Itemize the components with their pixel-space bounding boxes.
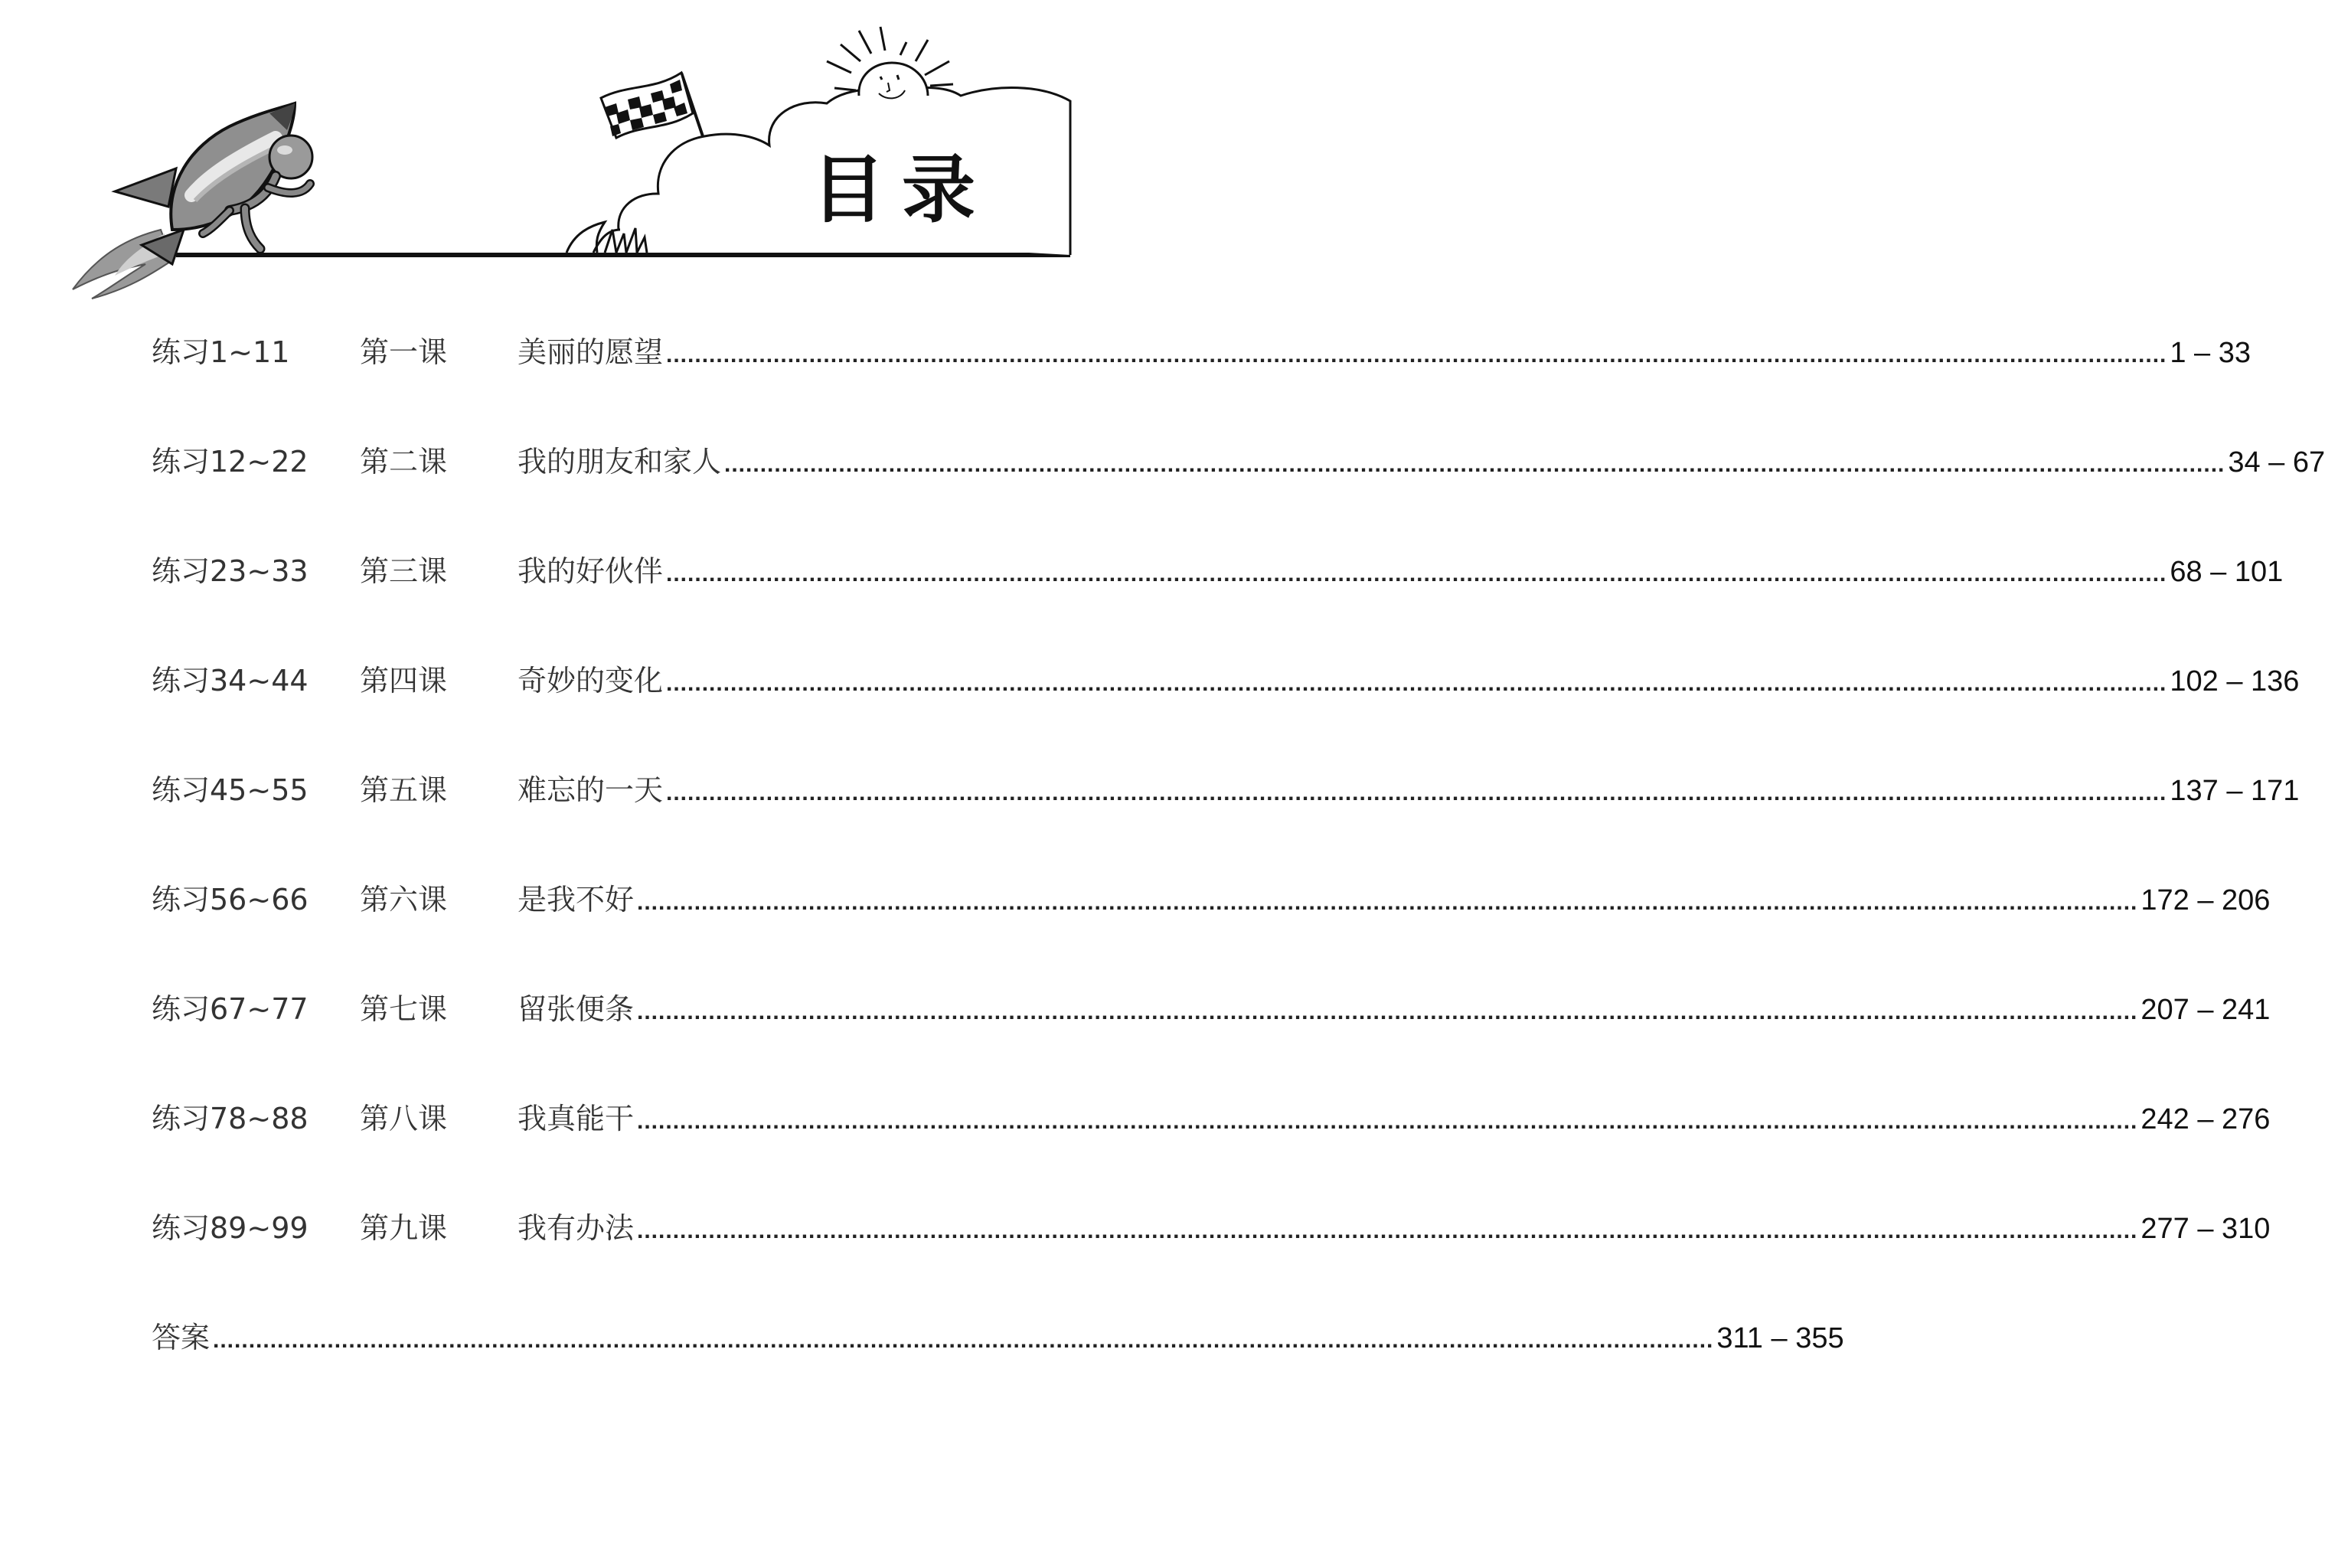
toc-page-range: 311 – 355	[1716, 1322, 1844, 1354]
toc-leader-dots: ..................................................................................................................................................................................................................	[637, 999, 2138, 1024]
toc-lesson-title: 留张便条	[518, 992, 635, 1026]
toc-page-range: 277 – 310	[2141, 1213, 2271, 1245]
toc-exercise-range: 练习23~33	[152, 554, 309, 588]
toc-lesson-title: 我有办法	[518, 1211, 635, 1245]
toc-lesson-number: 第二课	[360, 445, 448, 479]
toc-exercise-range: 练习34~44	[152, 664, 309, 697]
toc-lesson-title: 是我不好	[518, 883, 635, 916]
toc-lesson-number: 第一课	[360, 335, 448, 369]
toc-leader-dots: ..................................................................................................................................................................................................................	[637, 1218, 2138, 1243]
toc-exercise-range: 练习1~11	[152, 335, 290, 369]
toc-row-answers	[152, 1315, 1844, 1361]
toc-page-range: 207 – 241	[2141, 994, 2271, 1026]
toc-exercise-range: 练习12~22	[152, 445, 309, 479]
toc-row	[152, 986, 2271, 1032]
toc-row	[152, 1205, 2271, 1251]
checkered-flag-icon	[601, 73, 703, 138]
toc-exercise-range: 练习89~99	[152, 1211, 309, 1245]
toc-row	[152, 548, 2284, 594]
toc-lesson-number: 第四课	[360, 664, 448, 697]
toc-lesson-number: 第七课	[360, 992, 448, 1026]
toc-exercise-range: 练习67~77	[152, 992, 309, 1026]
toc-page-range: 1 – 33	[2170, 337, 2252, 369]
toc-exercise-range: 练习45~55	[152, 773, 309, 807]
toc-page-range: 172 – 206	[2141, 884, 2271, 916]
toc-row	[152, 1096, 2271, 1142]
toc-lesson-number: 第五课	[360, 773, 448, 807]
toc-lesson-number: 第六课	[360, 883, 448, 916]
toc-lesson-title: 我真能干	[518, 1102, 635, 1135]
toc-page-range: 102 – 136	[2170, 665, 2300, 697]
toc-row	[152, 329, 2252, 375]
toc-page-range: 242 – 276	[2141, 1103, 2271, 1135]
toc-lesson-title: 美丽的愿望	[518, 335, 664, 369]
toc-leader-dots: ..................................................................................................................................................................................................................	[213, 1328, 1714, 1353]
toc-leader-dots: ..................................................................................................................................................................................................................	[637, 1109, 2138, 1134]
toc-lesson-title: 我的朋友和家人	[518, 445, 722, 479]
toc-answers-title: 答案	[152, 1321, 211, 1354]
toc-leader-dots: ..................................................................................................................................................................................................................	[724, 452, 2225, 477]
toc-leader-dots: ..................................................................................................................................................................................................................	[637, 890, 2138, 915]
toc-row	[152, 877, 2271, 923]
toc-row	[152, 658, 2300, 704]
toc-lesson-number: 第三课	[360, 554, 448, 588]
toc-row	[152, 439, 2325, 485]
toc-lesson-number: 第九课	[360, 1211, 448, 1245]
toc-leader-dots: ..................................................................................................................................................................................................................	[666, 780, 2167, 805]
toc-page-range: 34 – 67	[2228, 446, 2325, 479]
toc-lesson-title: 奇妙的变化	[518, 664, 664, 697]
toc-leader-dots: ..................................................................................................................................................................................................................	[666, 342, 2167, 368]
toc-lesson-title: 难忘的一天	[518, 773, 664, 807]
toc-row	[152, 767, 2300, 813]
toc-exercise-range: 练习78~88	[152, 1102, 309, 1135]
toc-page-range: 137 – 171	[2170, 775, 2300, 807]
page-title: 目录	[811, 147, 992, 233]
toc-leader-dots: ..................................................................................................................................................................................................................	[666, 561, 2167, 586]
toc-leader-dots: ..................................................................................................................................................................................................................	[666, 671, 2167, 696]
toc-page-range: 68 – 101	[2170, 556, 2284, 588]
toc-exercise-range: 练习56~66	[152, 883, 309, 916]
toc-lesson-title: 我的好伙伴	[518, 554, 664, 588]
toc-lesson-number: 第八课	[360, 1102, 448, 1135]
